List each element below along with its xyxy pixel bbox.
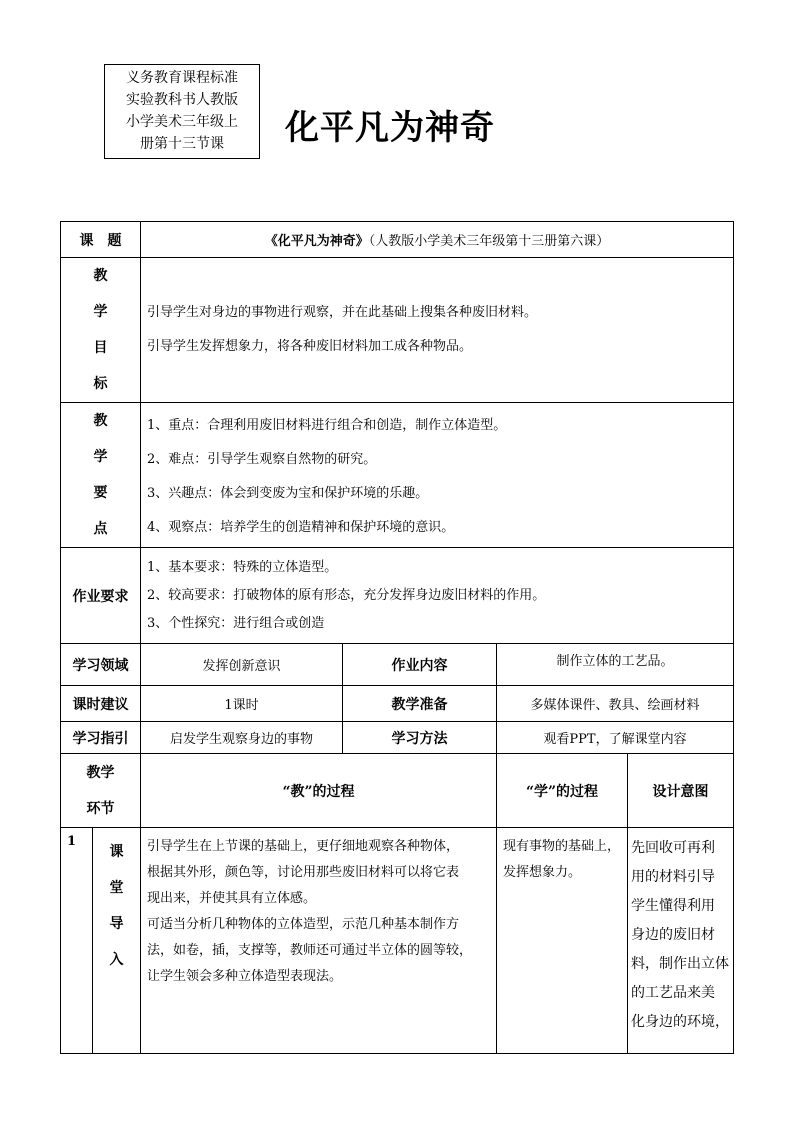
goals-row <box>61 258 734 403</box>
process-header-row <box>61 754 734 828</box>
stage-header-line: 环节 <box>86 800 115 817</box>
design-line: 料，制作出立体 <box>631 956 729 972</box>
stage1-row <box>61 828 734 1054</box>
goals-label-char: 标 <box>93 376 108 392</box>
guide-row <box>61 722 734 754</box>
learn-header: “学”的过程 <box>497 754 628 828</box>
teach-line: 现出来，并使其具有立体感。 <box>147 891 317 906</box>
learn-line: 发挥想象力。 <box>503 865 582 880</box>
page-title: 化平凡为神奇 <box>285 108 495 148</box>
stage-header-line: 教学 <box>86 764 115 781</box>
teach-header: “教”的过程 <box>141 754 497 828</box>
time-row <box>61 686 734 722</box>
curriculum-line: 实验教科书人教版 <box>126 92 238 108</box>
topic-title: 《化平凡为神奇》 <box>264 234 369 249</box>
stage1-name-char: 课 <box>109 844 124 860</box>
teach-line: 根据其外形，颜色等，讨论用那些废旧材料可以将它表 <box>147 865 460 880</box>
teach-line: 可适当分析几种物体的立体造型，示范几种基本制作方 <box>147 917 460 932</box>
curriculum-line: 义务教育课程标准 <box>126 70 238 86</box>
keypoints-label <box>61 403 141 548</box>
domain-row <box>61 644 734 686</box>
domain-value: 发挥创新意识 <box>141 644 343 686</box>
goals-label-char: 目 <box>93 340 108 356</box>
goals-content <box>141 258 734 403</box>
guide-value: 启发学生观察身边的事物 <box>141 722 343 754</box>
design-header: 设计意图 <box>628 754 734 828</box>
method-value: 观看PPT，了解课堂内容 <box>497 722 734 754</box>
time-value: 1课时 <box>141 686 343 722</box>
design-line: 用的材料引导 <box>631 869 715 885</box>
teach-line: 让学生领会多种立体造型表现法。 <box>147 969 343 984</box>
stage1-learn <box>497 828 628 1054</box>
homework-item: 1、基本要求：特殊的立体造型。 <box>147 559 338 575</box>
time-label: 课时建议 <box>61 686 141 722</box>
homework-label: 作业要求 <box>61 548 141 644</box>
topic-label: 课 题 <box>61 222 141 258</box>
teach-line: 引导学生在上节课的基础上，更仔细地观察各种物体， <box>147 839 460 854</box>
design-line: 身边的废旧材 <box>631 927 715 943</box>
goal-item: 引导学生对身边的事物进行观察，并在此基础上搜集各种废旧材料。 <box>147 305 538 320</box>
design-line: 先回收可再利 <box>631 840 715 856</box>
keypoint-item: 1、重点：合理利用废旧材料进行组合和创造，制作立体造型。 <box>147 418 507 433</box>
stage1-number: 1 <box>61 828 93 1054</box>
stage1-design <box>628 828 734 1054</box>
goals-label-char: 教 <box>93 268 108 284</box>
domain-label: 学习领域 <box>61 644 141 686</box>
stage-header <box>61 754 141 828</box>
design-line: 的工艺品来美 <box>631 985 715 1001</box>
design-line: 学生懂得利用 <box>631 898 715 914</box>
keypoints-label-char: 要 <box>93 485 108 501</box>
guide-label: 学习指引 <box>61 722 141 754</box>
keypoints-label-char: 教 <box>93 413 108 429</box>
keypoints-row <box>61 403 734 548</box>
topic-value <box>141 222 734 258</box>
keypoint-item: 3、兴趣点：体会到变废为宝和保护环境的乐趣。 <box>147 486 429 501</box>
homework-item: 3、个性探究：进行组合或创造 <box>147 615 325 631</box>
curriculum-line: 册第十三节课 <box>140 136 224 152</box>
learn-line: 现有事物的基础上， <box>503 839 621 854</box>
prep-label: 教学准备 <box>343 686 497 722</box>
stage1-name-char: 导 <box>109 916 124 932</box>
homework-row <box>61 548 734 644</box>
keypoint-item: 2、难点：引导学生观察自然物的研究。 <box>147 452 377 467</box>
stage1-name-char: 堂 <box>109 880 124 896</box>
prep-value: 多媒体课件、教具、绘画材料 <box>497 686 734 722</box>
teach-line: 法，如卷，插，支撑等，教师还可通过半立体的圆等较， <box>147 943 473 958</box>
keypoints-label-char: 点 <box>93 521 108 537</box>
stage1-name <box>93 828 141 1054</box>
homework-content-value: 制作立体的工艺品。 <box>497 644 734 686</box>
keypoint-item: 4、观察点：培养学生的创造精神和保护环境的意识。 <box>147 520 455 535</box>
goal-item: 引导学生发挥想象力，将各种废旧材料加工成各种物品。 <box>147 339 473 354</box>
curriculum-info-box <box>104 64 260 159</box>
homework-content-label: 作业内容 <box>343 644 497 686</box>
topic-row <box>61 222 734 258</box>
curriculum-line: 小学美术三年级上 <box>126 114 238 130</box>
homework-content <box>141 548 734 644</box>
method-label: 学习方法 <box>343 722 497 754</box>
goals-label-char: 学 <box>93 304 108 320</box>
stage1-name-char: 入 <box>109 952 124 968</box>
topic-subtitle: （人教版小学美术三年级第十三册第六课） <box>368 234 610 249</box>
keypoints-label-char: 学 <box>93 449 108 465</box>
homework-item: 2、较高要求：打破物体的原有形态，充分发挥身边废旧材料的作用。 <box>147 587 546 603</box>
stage1-teach <box>141 828 497 1054</box>
goals-label <box>61 258 141 403</box>
lesson-plan-table <box>60 221 734 1054</box>
keypoints-content <box>141 403 734 548</box>
design-line: 化身边的环境， <box>631 1014 729 1030</box>
